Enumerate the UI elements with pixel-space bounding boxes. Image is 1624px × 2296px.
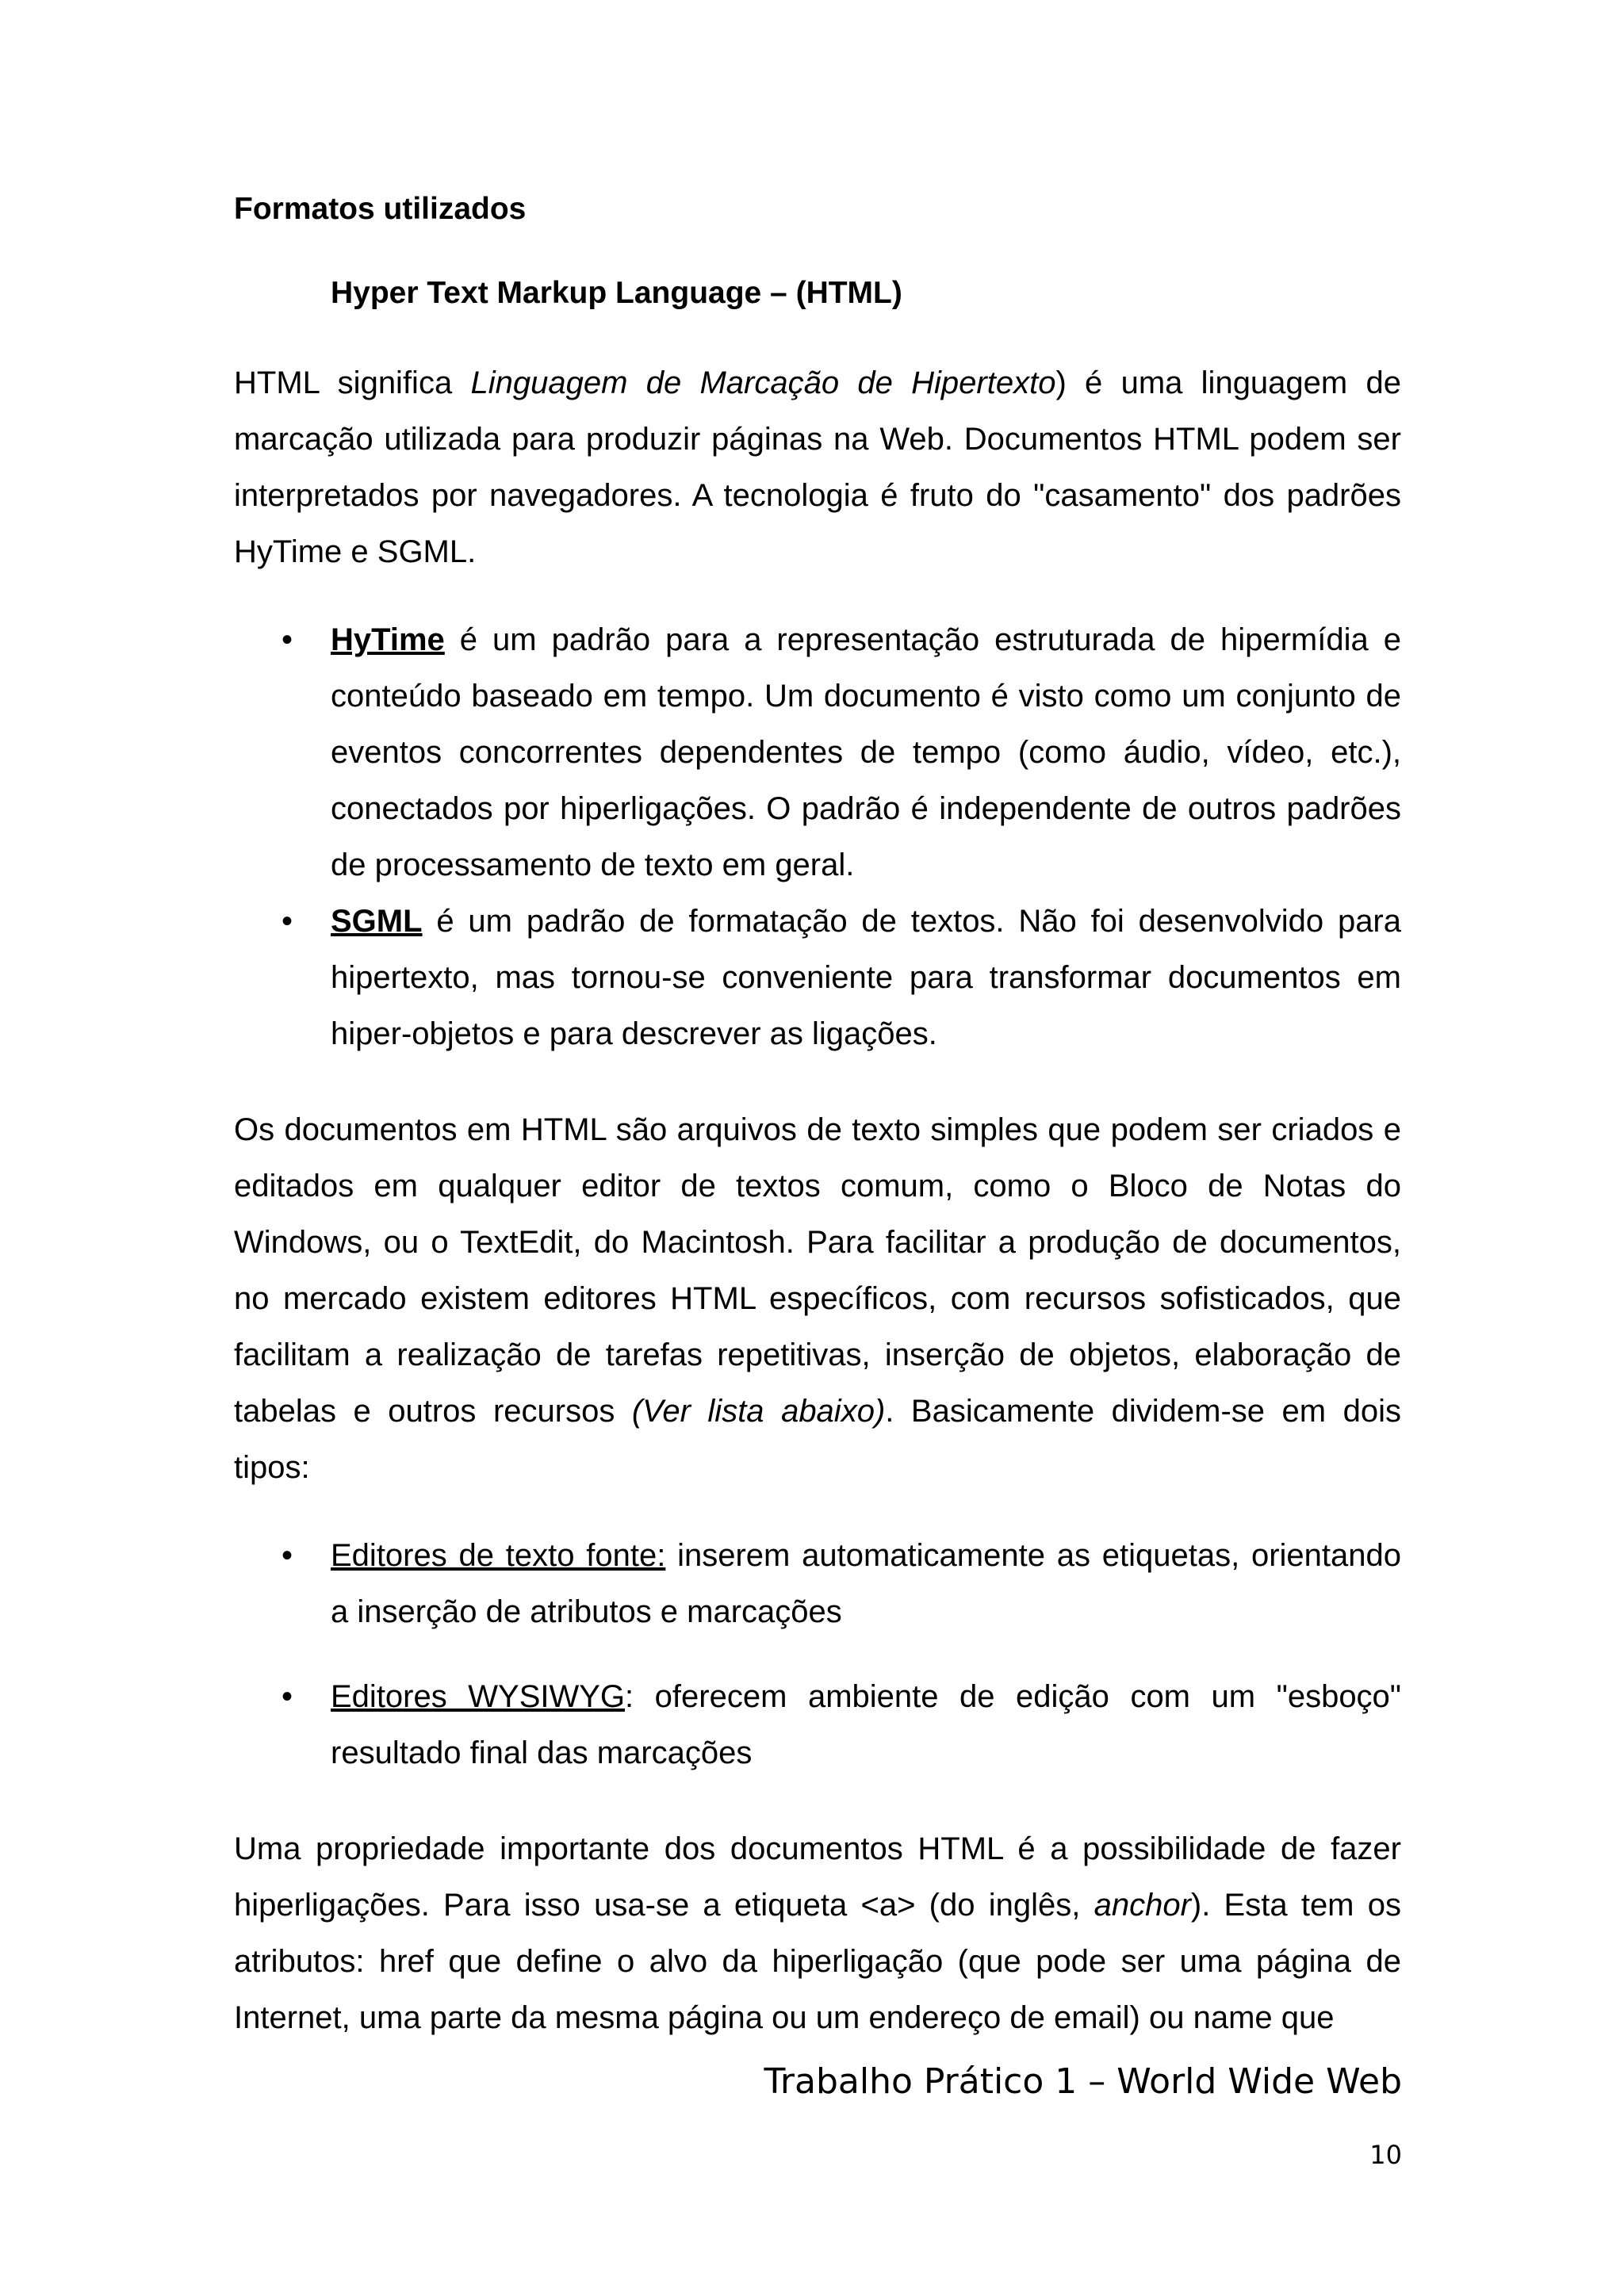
- editor-types-list: [234, 1528, 1401, 1781]
- text-run: ). Esta tem os atributos: href que define o alvo da hiperligação (que pode ser uma página de Internet, uma parte da mesma página ou um endereço de email) ou name que: [234, 1888, 1401, 2035]
- text-run: Os documentos em HTML são arquivos de texto simples que podem ser criados e editados em qualquer editor de textos comum, como o Bloco de Notas do Windows, ou o TextEdit, do Macintosh. Para facilitar a produção de documentos, no mercado existem editores HTML específicos, com recursos sofisticados, que facilitam a realização de tarefas repetitivas, inserção de objetos, elaboração de tabelas e outros recursos: [234, 1112, 1401, 1429]
- bullet-icon: •: [282, 1538, 293, 1573]
- paragraph-html-editors: [234, 1102, 1401, 1496]
- list-item-hytime: [282, 612, 1401, 894]
- section-heading: Formatos utilizados: [234, 192, 527, 226]
- list-item-text: é um padrão de formatação de textos. Não foi desenvolvido para hipertexto, mas tornou-se conveniente para transformar documentos em hiper-objetos e para descrever as ligações.: [331, 904, 1401, 1051]
- bullet-icon: •: [282, 904, 293, 939]
- text-run: HTML significa: [234, 365, 471, 400]
- term-source-editors: Editores de texto fonte:: [331, 1538, 666, 1573]
- bullet-icon: •: [282, 1679, 293, 1714]
- standards-list: [234, 612, 1401, 1062]
- page-content: [234, 187, 1401, 2046]
- paragraph-html-definition: [234, 355, 1401, 580]
- page-number: 10: [1369, 2140, 1402, 2170]
- bullet-icon: •: [282, 622, 293, 657]
- term-hytime: HyTime: [331, 622, 445, 657]
- text-run: . Basicamente dividem-se em dois tipos:: [234, 1394, 1401, 1485]
- footer-title: Trabalho Prático 1 – World Wide Web: [764, 2061, 1402, 2102]
- list-item-source-editors: [282, 1528, 1401, 1640]
- italic-run: anchor: [1094, 1888, 1191, 1923]
- italic-run: (Ver lista abaixo): [631, 1394, 886, 1429]
- list-item-sgml: [282, 894, 1401, 1062]
- term-sgml: SGML: [331, 904, 423, 939]
- list-item-text: inserem automaticamente as etiquetas, orientando a inserção de atributos e marcações: [331, 1538, 1401, 1629]
- subsection-heading: Hyper Text Markup Language – (HTML): [331, 276, 902, 310]
- text-run: ) é uma linguagem de marcação utilizada para produzir páginas na Web. Documentos HTML podem ser interpretados por navegadores. A tecnologia é fruto do "casamento" dos padrões HyTime e SGML.: [234, 365, 1402, 569]
- italic-run: Linguagem de Marcação de Hipertexto: [470, 365, 1056, 400]
- text-run: Uma propriedade importante dos documentos HTML é a possibilidade de fazer hiperligações. Para isso usa-se a etiqueta <a> (do inglês,: [234, 1831, 1401, 1923]
- list-item-wysiwyg-editors: [282, 1669, 1402, 1781]
- term-wysiwyg-editors: Editores WYSIWYG: [331, 1679, 626, 1714]
- paragraph-hyperlinks: [234, 1821, 1401, 2046]
- list-item-text: é um padrão para a representação estruturada de hipermídia e conteúdo baseado em tempo. Um documento é visto como um conjunto de eventos concorrentes dependentes de tempo (como áudio, vídeo, etc.), conectados por hiperligações. O padrão é independente de outros padrões de processamento de texto em geral.: [331, 622, 1401, 882]
- list-item-text: : oferecem ambiente de edição com um "esboço" resultado final das marcações: [331, 1679, 1402, 1770]
